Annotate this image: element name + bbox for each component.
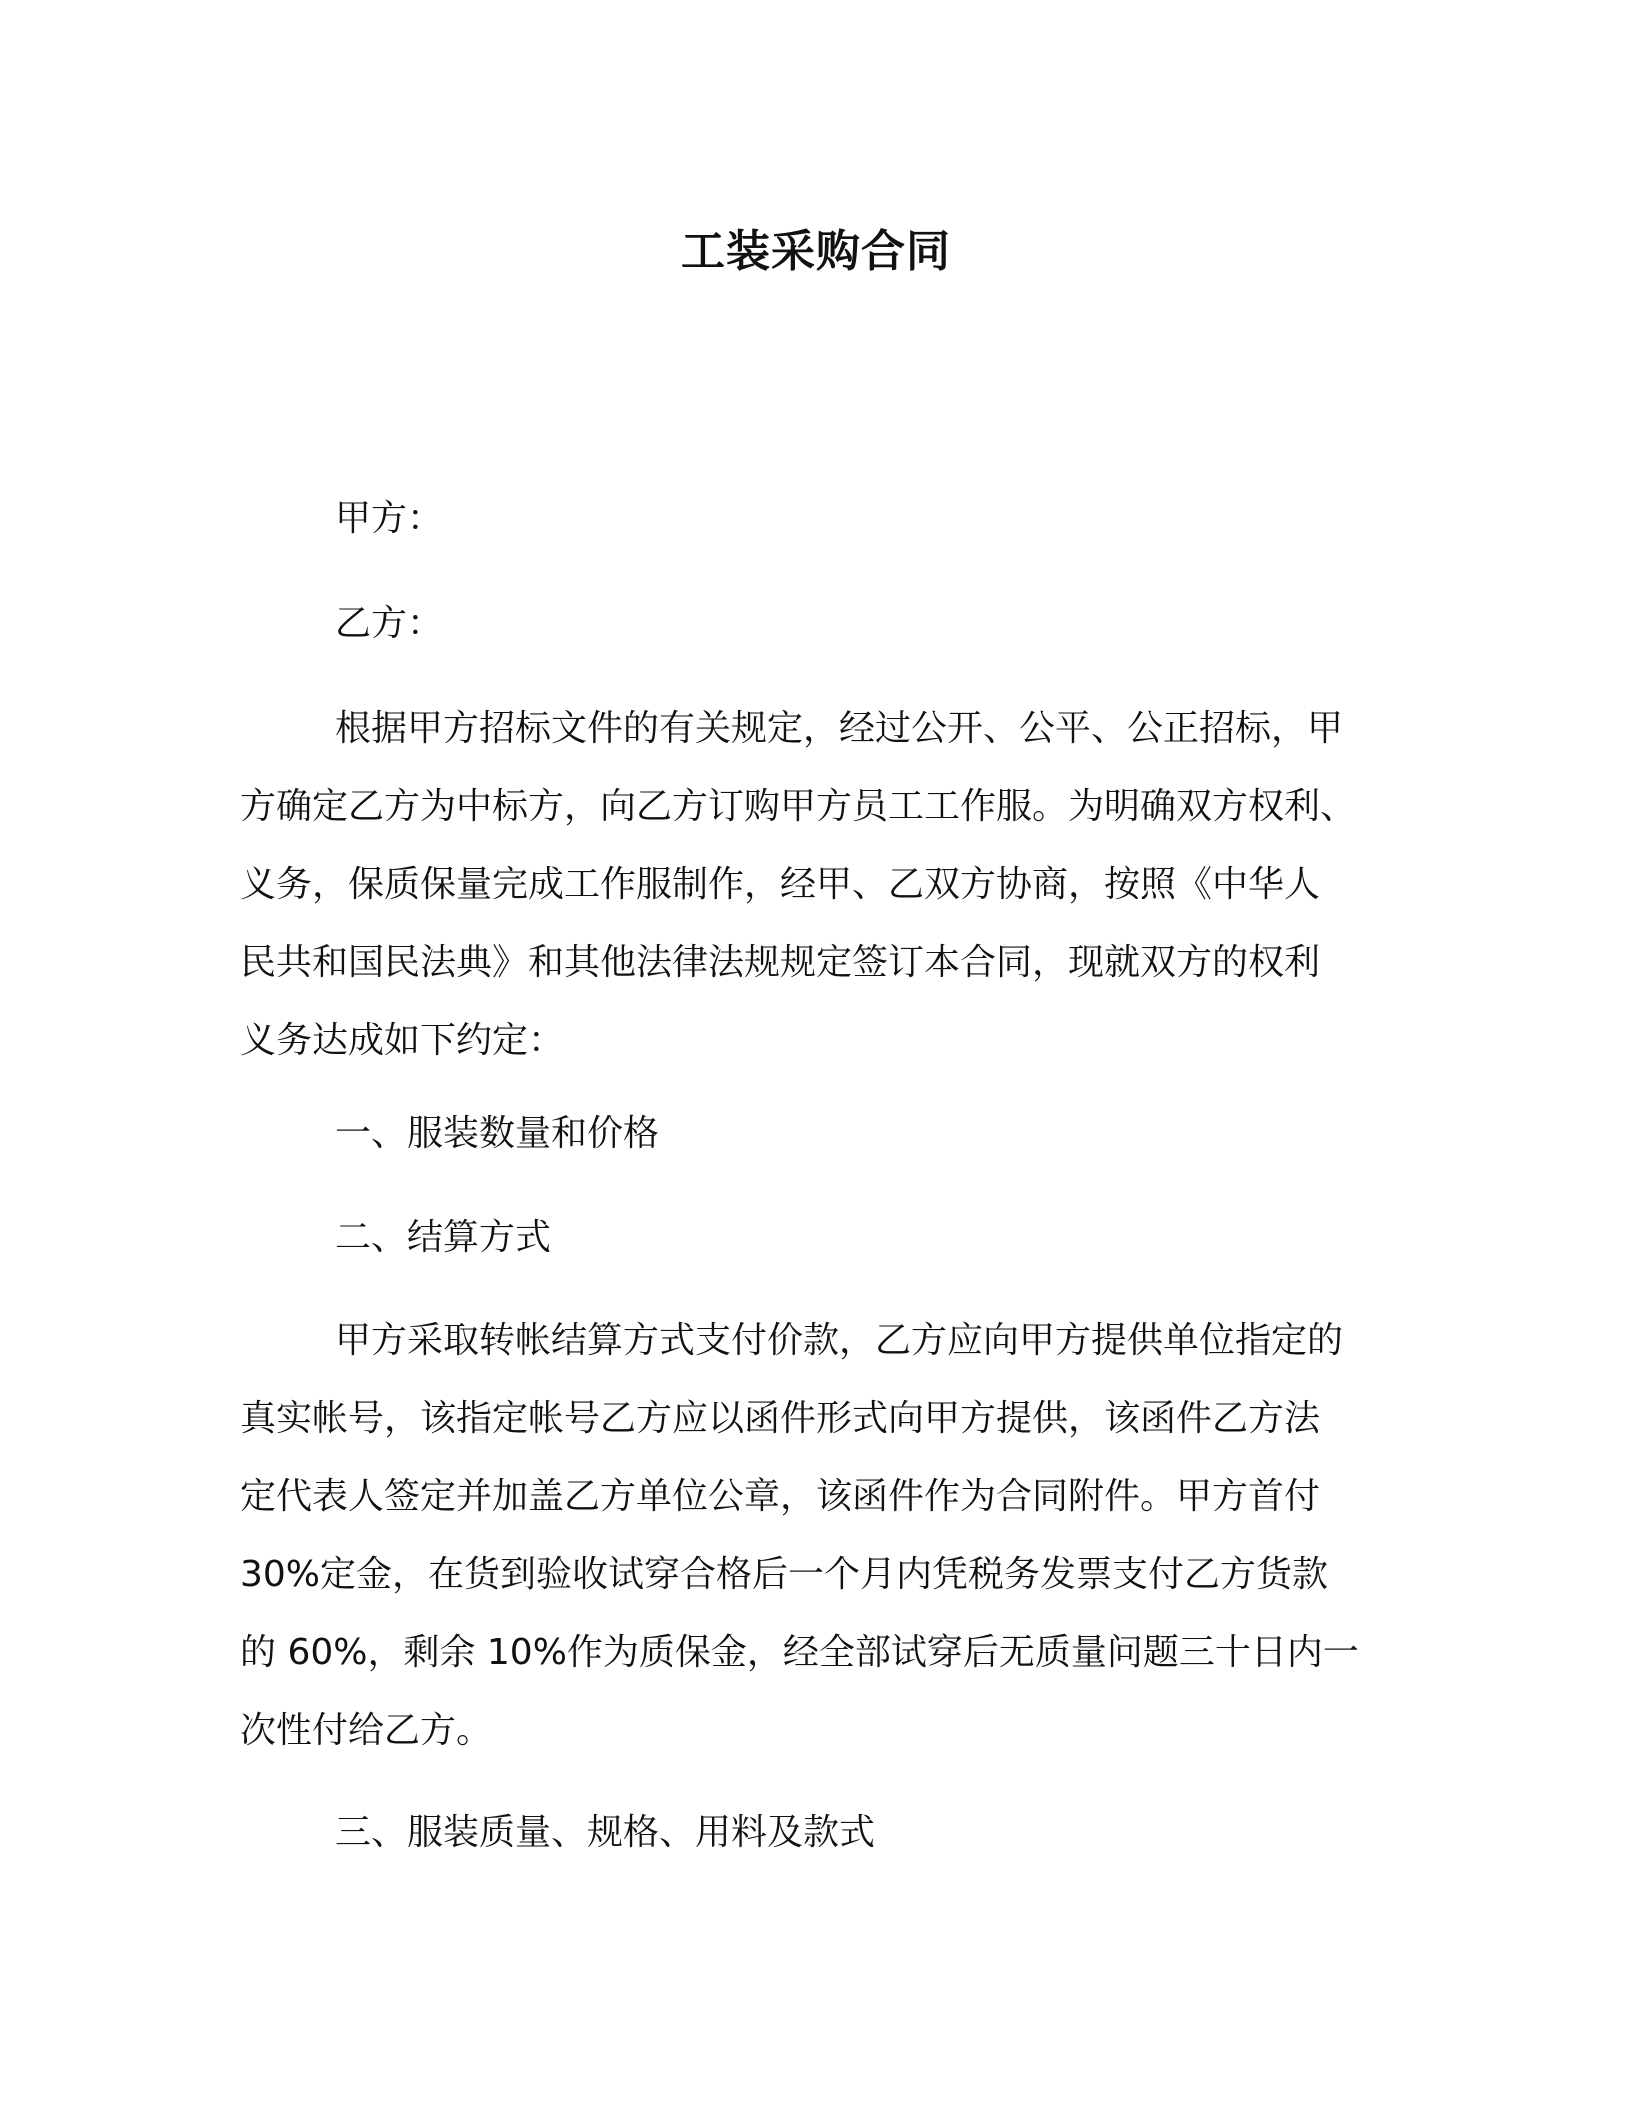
section-heading-quantity-price: 一、服装数量和价格 bbox=[335, 1113, 660, 1154]
section-heading-settlement: 二、结算方式 bbox=[335, 1217, 552, 1258]
document-title: 工装采购合同 bbox=[681, 226, 951, 277]
intro-paragraph bbox=[240, 690, 1390, 1080]
intro-line: 民共和国民法典》和其他法律法规规定签订本合同，现就双方的权利 bbox=[240, 942, 1321, 983]
payment-paragraph bbox=[240, 1302, 1390, 1770]
intro-line: 义务达成如下约定： bbox=[240, 1020, 565, 1061]
payment-line: 定代表人签定并加盖乙方单位公章，该函件作为合同附件。甲方首付 bbox=[240, 1476, 1321, 1517]
payment-line: 真实帐号，该指定帐号乙方应以函件形式向甲方提供，该函件乙方法 bbox=[240, 1398, 1321, 1439]
intro-line: 方确定乙方为中标方，向乙方订购甲方员工工作服。为明确双方权利、 bbox=[240, 786, 1357, 827]
payment-line: 甲方采取转帐结算方式支付价款，乙方应向甲方提供单位指定的 bbox=[335, 1320, 1344, 1361]
section-heading-quality-spec: 三、服装质量、规格、用料及款式 bbox=[335, 1812, 876, 1853]
payment-line: 30%定金，在货到验收试穿合格后一个月内凭税务发票支付乙方货款 bbox=[240, 1554, 1329, 1595]
payment-line: 的 60%，剩余 10%作为质保金，经全部试穿后无质量问题三十日内一 bbox=[240, 1632, 1359, 1673]
intro-line: 根据甲方招标文件的有关规定，经过公开、公平、公正招标，甲 bbox=[335, 708, 1344, 749]
party-b-label: 乙方： bbox=[335, 603, 444, 644]
party-a-label: 甲方： bbox=[335, 498, 444, 539]
intro-line: 义务，保质保量完成工作服制作，经甲、乙双方协商，按照《中华人 bbox=[240, 864, 1321, 905]
payment-line: 次性付给乙方。 bbox=[240, 1710, 493, 1751]
